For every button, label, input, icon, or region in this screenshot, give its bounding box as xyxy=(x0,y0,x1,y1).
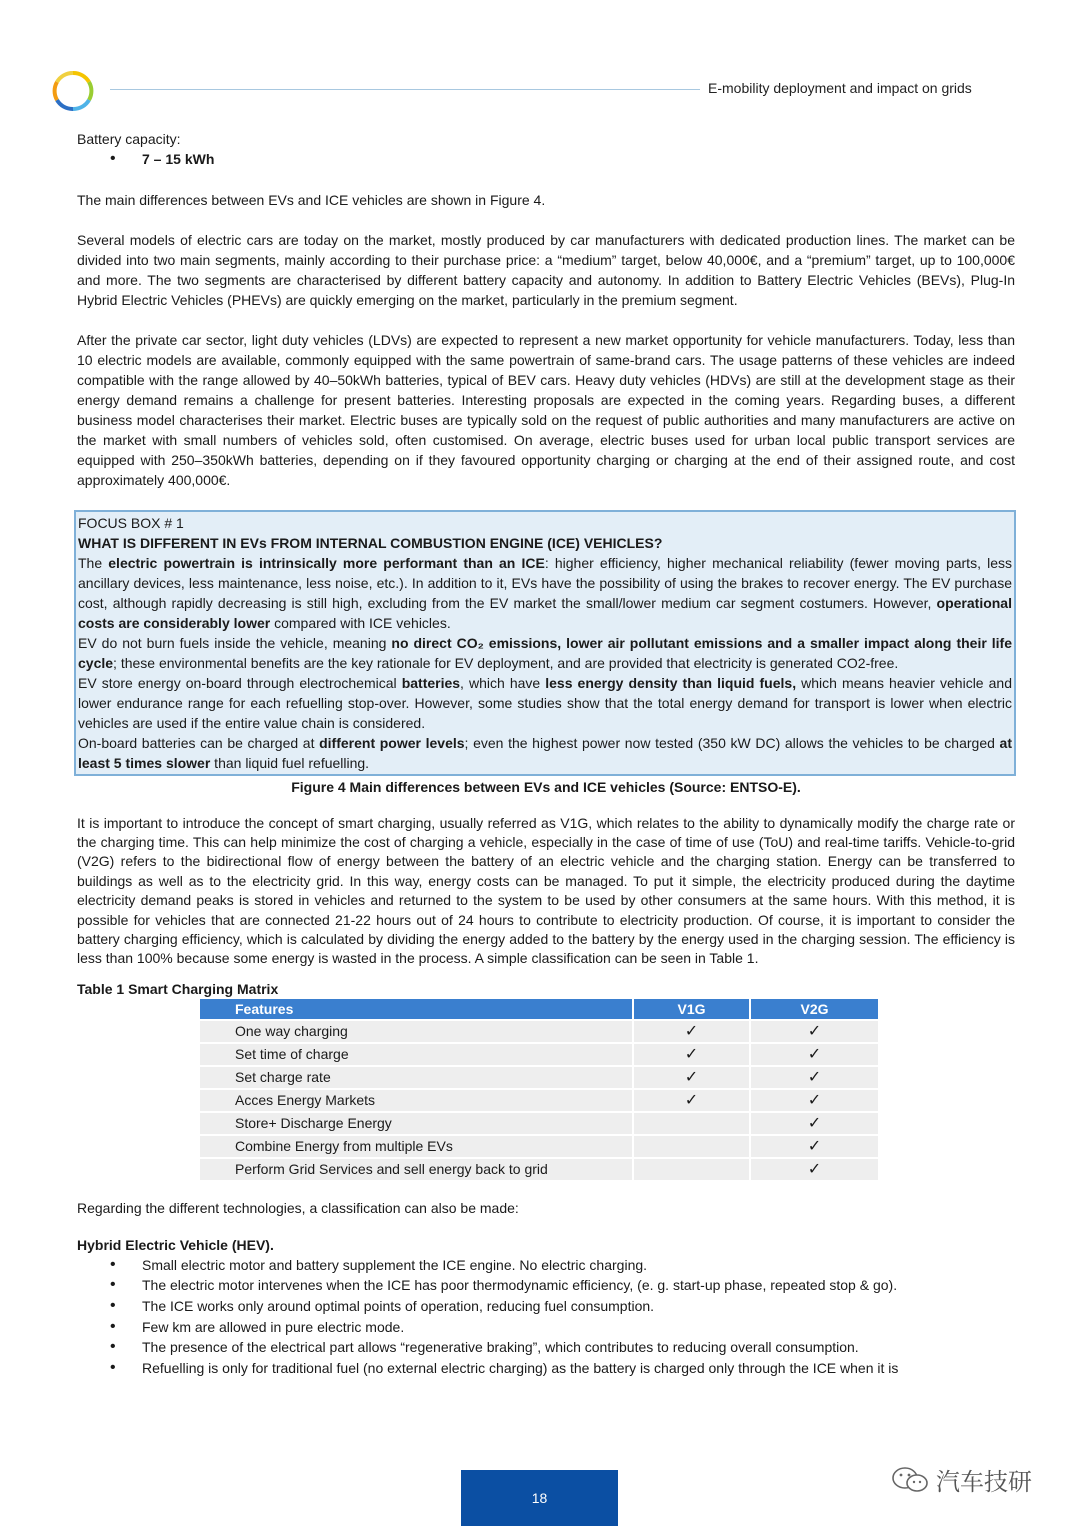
feature-cell: Set time of charge xyxy=(200,1043,633,1066)
v1g-check xyxy=(633,1112,750,1135)
header-v1g: V1G xyxy=(633,999,750,1020)
list-item: • Refuelling is only for traditional fuel (no external electric charging) as the battery is charged only through the ICE when it is xyxy=(77,1358,1015,1379)
hev-title: Hybrid Electric Vehicle (HEV). xyxy=(77,1236,274,1253)
focus-label: FOCUS BOX # 1 xyxy=(78,514,184,531)
battery-value: • 7 – 15 kWh xyxy=(77,149,1015,170)
focus-emissions: EV do not burn fuels inside the vehicle, meaning no direct CO₂ emissions, lower air pollutant emissions and a smaller impact along their life cycle; these environmental benefits are the key rationale for EV deployment, and are provided that electricity is generated CO2-free. xyxy=(78,634,1012,671)
table-row xyxy=(200,1066,879,1089)
list-item: • The ICE works only around optimal points of operation, reducing fuel consumption. xyxy=(77,1296,1015,1317)
watermark-text: 汽车技研 xyxy=(936,1469,1032,1496)
v2g-check: ✓ xyxy=(750,1043,879,1066)
paragraph-ldv: After the private car sector, light duty vehicles (LDVs) are expected to represent a new market opportunity for vehicle manufacturers. Today, less than 10 electric models are available, commonly equipped with the same powertrain of same-brand cars. The usage patterns of these vehicles are indeed compatible with the range allowed by 40–50kWh batteries, typical of BEV cars. Heavy duty vehicles (HDVs) are still at the development stage as their energy demand remains a challenge for present batteries. Interesting proposals are expected in the coming years. Regarding buses, a different business model characterises their market. Electric buses are typically sold on the request of public authorities and many manufacturers are active on the market with small numbers of vehicles sold, often customised. On average, electric buses used for urban local public transport services are equipped with 250–350kWh batteries, depending on if they favoured opportunity charging or charging at the end of their assigned route, and cost approximately 400,000€. xyxy=(77,331,1015,488)
wechat-icon xyxy=(890,1465,930,1495)
header-rule xyxy=(110,89,700,90)
focus-powertrain: The electric powertrain is intrinsically more performant than an ICE: higher efficiency, higher mechanical reliability (fewer moving parts, less ancillary devices, less maintenance, less noise, etc.). In addition to it, EVs have the possibility of using the brakes to recover energy. The EV purchase cost, although rapidly decreasing is still high, excluding from the EV market the small/lower medium car segment costumers. However, operational costs are considerably lower compared with ICE vehicles. xyxy=(78,554,1013,631)
table-row xyxy=(200,1135,879,1158)
focus-title: WHAT IS DIFFERENT IN EVs FROM INTERNAL COMBUSTION ENGINE (ICE) VEHICLES? xyxy=(78,534,663,551)
v2g-check: ✓ xyxy=(750,1020,879,1043)
header-features: Features xyxy=(200,999,633,1020)
logo-ring-icon xyxy=(52,70,94,112)
v1g-check xyxy=(633,1135,750,1158)
v2g-check: ✓ xyxy=(750,1135,879,1158)
v2g-check: ✓ xyxy=(750,1158,879,1180)
page-header-title: E-mobility deployment and impact on grids xyxy=(708,80,972,96)
feature-cell: Combine Energy from multiple EVs xyxy=(200,1135,633,1158)
page-number: 18 xyxy=(461,1470,618,1526)
list-item: • The presence of the electrical part allows “regenerative braking”, which contributes to reducing overall consumption. xyxy=(77,1337,1015,1358)
v2g-check: ✓ xyxy=(750,1089,879,1112)
paragraph-intro: The main differences between EVs and ICE vehicles are shown in Figure 4. xyxy=(77,191,546,208)
v1g-check xyxy=(633,1158,750,1180)
v1g-check: ✓ xyxy=(633,1020,750,1043)
list-item: • Small electric motor and battery supplement the ICE engine. No electric charging. xyxy=(77,1255,1015,1276)
table-row xyxy=(200,1089,879,1112)
paragraph-classification: Regarding the different technologies, a classification can also be made: xyxy=(77,1199,519,1216)
focus-box xyxy=(74,510,1016,776)
battery-label: Battery capacity: xyxy=(77,131,181,147)
list-item: • The electric motor intervenes when the ICE has poor thermodynamic efficiency, (e. g. start-up phase, repeated stop & go). xyxy=(77,1275,1015,1296)
page-body xyxy=(77,129,1015,1378)
feature-cell: Acces Energy Markets xyxy=(200,1089,633,1112)
table-row xyxy=(200,1020,879,1043)
table-row xyxy=(200,1043,879,1066)
battery-list xyxy=(77,149,1015,170)
focus-batteries: EV store energy on-board through electrochemical batteries, which have less energy density than liquid fuels, which means heavier vehicle and lower endurance range for each refuelling stop-over. However, some studies show that the total energy demand for transport is lower when electric vehicles are used if the entire value chain is considered. xyxy=(78,674,1012,731)
smart-charging-table xyxy=(200,999,880,1180)
figure-caption: Figure 4 Main differences between EVs and ICE vehicles (Source: ENTSO-E). xyxy=(291,778,801,795)
list-item: • Few km are allowed in pure electric mode. xyxy=(77,1317,1015,1338)
table-row xyxy=(200,1158,879,1180)
table-row xyxy=(200,1112,879,1135)
table-caption: Table 1 Smart Charging Matrix xyxy=(77,980,279,997)
paragraph-market: Several models of electric cars are today on the market, mostly produced by car manufacturers with dedicated production lines. The market can be divided into two main segments, mainly according to their purchase price: a “medium” target, below 40,000€, and a “premium” target, up to 100,000€ and more. The two segments are characterised by different battery capacity and autonomy. In addition to Battery Electric Vehicles (BEVs), Plug-In Hybrid Electric Vehicles (PHEVs) are quickly emerging on the market, particularly in the premium segment. xyxy=(77,231,1015,308)
header-v2g: V2G xyxy=(750,999,879,1020)
v2g-check: ✓ xyxy=(750,1066,879,1089)
focus-charging: On-board batteries can be charged at different power levels; even the highest power now tested (350 kW DC) allows the vehicles to be charged at least 5 times slower than liquid fuel refuelling. xyxy=(78,734,1012,771)
hev-bullet-list xyxy=(77,1255,1015,1379)
feature-cell: Store+ Discharge Energy xyxy=(200,1112,633,1135)
v1g-check: ✓ xyxy=(633,1043,750,1066)
watermark xyxy=(890,1462,1032,1497)
feature-cell: Perform Grid Services and sell energy back to grid xyxy=(200,1158,633,1180)
v1g-check: ✓ xyxy=(633,1089,750,1112)
table-header-row xyxy=(200,999,879,1020)
paragraph-smart-charging: It is important to introduce the concept of smart charging, usually referred as V1G, which relates to the ability to dynamically modify the charge rate or the charging time. This can help minimize the cost of charging a vehicle, especially in the case of time of use (ToU) and real-time tariffs. Vehicle-to-grid (V2G) refers to the bidirectional flow of energy between the battery of an electric vehicle and the charging station. Energy can be transferred to buildings as well as to the electricity grid. In this way, energy costs can be managed. To put it simple, the electricity produced during the daytime electricity demand peaks is stored in vehicles and returned to the system to be used by other consumers at the same hours. With this method, it is possible for vehicles that are connected 21-22 hours out of 24 hours to contribute to electricity production. Of course, it is important to consider the battery charging efficiency, which is calculated by dividing the energy added to the battery by the energy used in the charging session. The efficiency is less than 100% because some energy is wasted in the process. A simple classification can be seen in Table 1. xyxy=(77,814,1015,967)
feature-cell: Set charge rate xyxy=(200,1066,633,1089)
v2g-check: ✓ xyxy=(750,1112,879,1135)
v1g-check: ✓ xyxy=(633,1066,750,1089)
feature-cell: One way charging xyxy=(200,1020,633,1043)
